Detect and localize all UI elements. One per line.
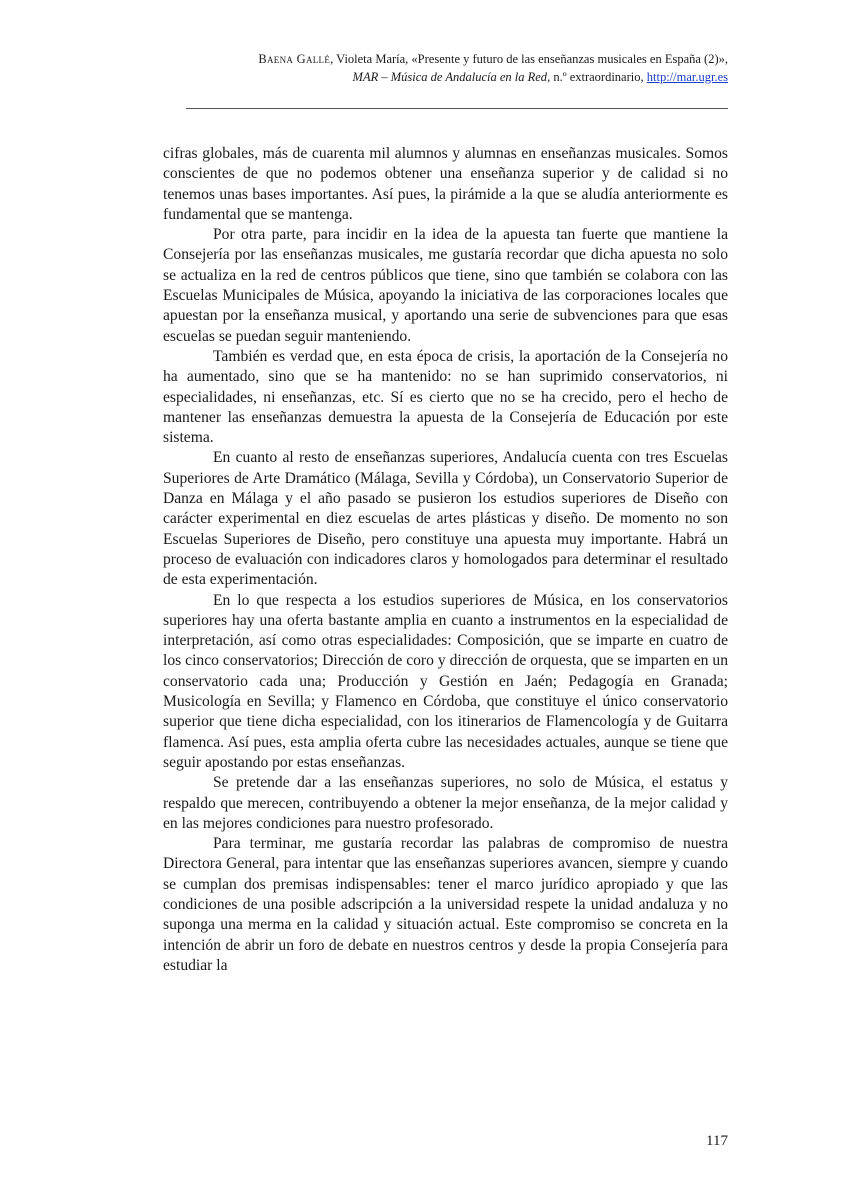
paragraph: En cuanto al resto de enseñanzas superiores, Andalucía cuenta con tres Escuelas Superiores de Arte Dramático (Málaga, Sevilla y Córdoba), un Conservatorio Superior de Danza en Málaga y el año pasado se pusieron los estudios superiores de Diseño con carácter experimental en diez escuelas de artes plásticas y diseño. De momento no son Escuelas Superiores de Diseño, pero constituye una apuesta muy importante. Habrá un proceso de evaluación con indicadores claros y homologados para determinar el resultado de esta experimentación.: [163, 449, 728, 589]
paragraph: Para terminar, me gustaría recordar las palabras de compromiso de nuestra Directora General, para intentar que las enseñanzas superiores avancen, siempre y cuando se cumplan dos premisas indispensables: tener el marco jurídico apropiado y que las condiciones de una posible adscripción a la universidad respete la unidad andaluza y no suponga una merma en la calidad y situación actual. Este compromiso se concreta en la intención de abrir un foro de debate en nuestros centros y desde la propia Consejería para estudiar la: [163, 835, 728, 974]
journal-url-link[interactable]: http://mar.ugr.es: [646, 70, 728, 84]
paragraph: Por otra parte, para incidir en la idea de la apuesta tan fuerte que mantiene la Consejería por las enseñanzas musicales, me gustaría recordar que dicha apuesta no solo se actualiza en la red de centros públicos que tiene, sino que también se colabora con las Escuelas Municipales de Música, apoyando la iniciativa de las corporaciones locales que apuestan por la enseñanza musical, y aportando una serie de subvenciones para que esas escuelas se puedan seguir manteniendo.: [163, 226, 728, 345]
paragraph: También es verdad que, en esta época de crisis, la aportación de la Consejería no ha aumentado, sino que se ha mantenido: no se han suprimido conservatorios, ni especialidades, ni enseñanzas, etc. Sí es cierto que no se ha crecido, pero el hecho de mantener las enseñanzas demuestra la apuesta de la Consejería de Educación por este sistema.: [163, 347, 728, 447]
paragraph: En lo que respecta a los estudios superiores de Música, en los conservatorios superiores hay una oferta bastante amplia en cuanto a instrumentos en la especialidad de interpretación, así como otras especialidades: Composición, que se imparte en cuatro de los cinco conservatorios; Dirección de coro y dirección de orquesta, que se imparten en un conservatorio cada una; Producción y Gestión en Jaén; Pedagogía en Granada; Musicología en Sevilla; y Flamenco en Córdoba, que constituye el único conservatorio superior que tiene dicha especialidad, con los itinerarios de Flamencología y de Guitarra flamenca. Así pues, esta amplia oferta cubre las necesidades actuales, aunque se tiene que seguir apostando por estas enseñanzas.: [163, 591, 728, 771]
citation-line-2: [128, 68, 728, 86]
citation-line-1: [128, 50, 728, 68]
paragraph: Se pretende dar a las enseñanzas superiores, no solo de Música, el estatus y respaldo que merecen, contribuyendo a obtener la mejor enseñanza, de la mejor calidad y en las mejores condiciones para nuestro profesorado.: [163, 774, 728, 832]
body-text: [163, 144, 728, 976]
author-name: Baena Gallé: [258, 52, 331, 66]
citation-title: , Violeta María, «Presente y futuro de las enseñanzas musicales en España (2)»,: [330, 52, 728, 66]
paragraph: cifras globales, más de cuarenta mil alumnos y alumnas en enseñanzas musicales. Somos conscientes de que no podemos obtener una enseñanza superior y de calidad si no tenemos unas bases importantes. Así pues, la pirámide a la que se aludía anteriormente es fundamental que se mantenga.: [163, 145, 728, 223]
header-rule: [186, 108, 728, 109]
running-header: [128, 50, 728, 86]
page-number: 117: [706, 1133, 728, 1149]
journal-name: MAR – Música de Andalucía en la Red: [352, 70, 548, 84]
issue-label: , n.º extraordinario,: [547, 70, 647, 84]
